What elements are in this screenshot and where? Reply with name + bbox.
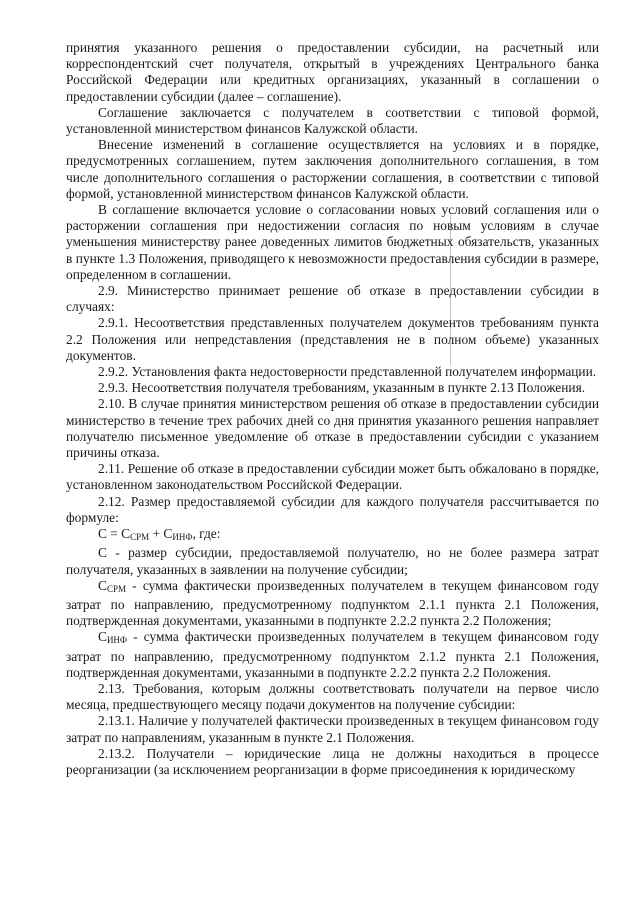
formula-plus: + С [149, 526, 173, 542]
paragraph-p7: 2.9.2. Установления факта недостоверности представленной получателем информации. [98, 364, 597, 380]
paragraph-p5: 2.9. Министерство принимает решение об отказе в предоставлении субсидии в случаях: [66, 283, 599, 315]
paragraph-p9: 2.10. В случае принятия министерством решения об отказе в предоставлении субсидии министерство в течение трех рабочих дней со дня принятия указанного решения направляет получателю письменное уведомление об отказе в предоставлении субсидии с указанием причины отказа. [66, 396, 599, 461]
paragraph-p3: Внесение изменений в соглашение осуществляется на условиях и в порядке, предусмотренных соглашением, путем заключения дополнительного соглашения, в том числе дополнительного соглашения о расторжении соглашения, в соответствии с типовой формой, установленной министерством финансов Калужской области. [66, 137, 599, 201]
paragraph-p4: В соглашение включается условие о согласовании новых условий соглашения или о расторжении соглашения при недостижении согласия по новым условиям в случае уменьшения министерству ранее доведенных лимитов бюджетных обязательств, указанных в пункте 1.3 Положения, приводящего к невозможности предоставления субсидии в размере, определенном в соглашении. [66, 202, 599, 282]
definition-text: - сумма фактически произведенных получателем в текущем финансовом году затрат по направлению, предусмотренному подпунктом 2.1.1 пункта 2.1 Положения, подтвержденная документами, указанными в подпункте 2.2.2 пункта 2.2 Положения; [66, 577, 599, 629]
definition-c [66, 545, 599, 577]
formula-tail: , где: [192, 526, 221, 542]
definition-csrm [66, 578, 599, 630]
paragraph-t1: 2.13. Требования, которым должны соответствовать получатели на первое число месяца, предшествующего месяцу подачи документов на получение субсидии: [66, 680, 599, 713]
paragraph-p11: 2.12. Размер предоставляемой субсидии для каждого получателя рассчитывается по формуле: [66, 493, 599, 525]
formula-sub-srm: СРМ [130, 532, 150, 543]
definition-symbol: С [98, 545, 107, 561]
formula-sub-inf: ИНФ [172, 532, 193, 543]
paragraph-t3: 2.13.2. Получатели – юридические лица не должны находиться в процессе реорганизации (за исключением реорганизации в форме присоединения к юридическому [66, 745, 599, 777]
definition-symbol: С [98, 577, 107, 593]
document-body [66, 40, 599, 778]
definition-subscript: ИНФ [106, 635, 128, 646]
definition-text: - сумма фактически произведенных получателем в текущем финансовом году затрат по направлению, предусмотренному подпунктом 2.1.2 пункта 2.1 Положения, подтвержденная документами, указанными в подпункте 2.2.2 пункта 2.2 Положения. [66, 629, 599, 680]
paragraph-p6: 2.9.1. Несоответствия представленных получателем документов требованиям пункта 2.2 Положения или непредставления (представления не в полном объеме) указанных документов. [66, 315, 599, 363]
paragraph-t2: 2.13.1. Наличие у получателей фактически произведенных в текущем финансовом году затрат по направлениям, указанным в пункте 2.1 Положения. [66, 713, 599, 745]
definition-symbol: С [98, 629, 107, 645]
paragraph-p2: Соглашение заключается с получателем в соответствии с типовой формой, установленной министерством финансов Калужской области. [66, 104, 599, 137]
formula-lhs: С = С [98, 526, 131, 542]
definition-subscript: СРМ [106, 583, 126, 594]
definition-cinf [66, 629, 599, 681]
subsidy-formula [66, 526, 599, 545]
paragraph-p1: принятия указанного решения о предоставлении субсидии, на расчетный или корреспондентский счет получателя, открытый в учреждениях Центрального банка Российской Федерации или кредитных организациях, указанный в соглашении о предоставлении субсидии (далее – соглашение). [66, 40, 599, 104]
paragraph-p10: 2.11. Решение об отказе в предоставлении субсидии может быть обжаловано в порядке, установленном законодательством Российской Федерации. [66, 461, 599, 493]
paragraph-p8: 2.9.3. Несоответствия получателя требованиям, указанным в пункте 2.13 Положения. [98, 380, 586, 396]
definition-text: - размер субсидии, предоставляемой получателю, но не более размера затрат получателя, указанных в заявлении на получение субсидии; [66, 545, 599, 577]
